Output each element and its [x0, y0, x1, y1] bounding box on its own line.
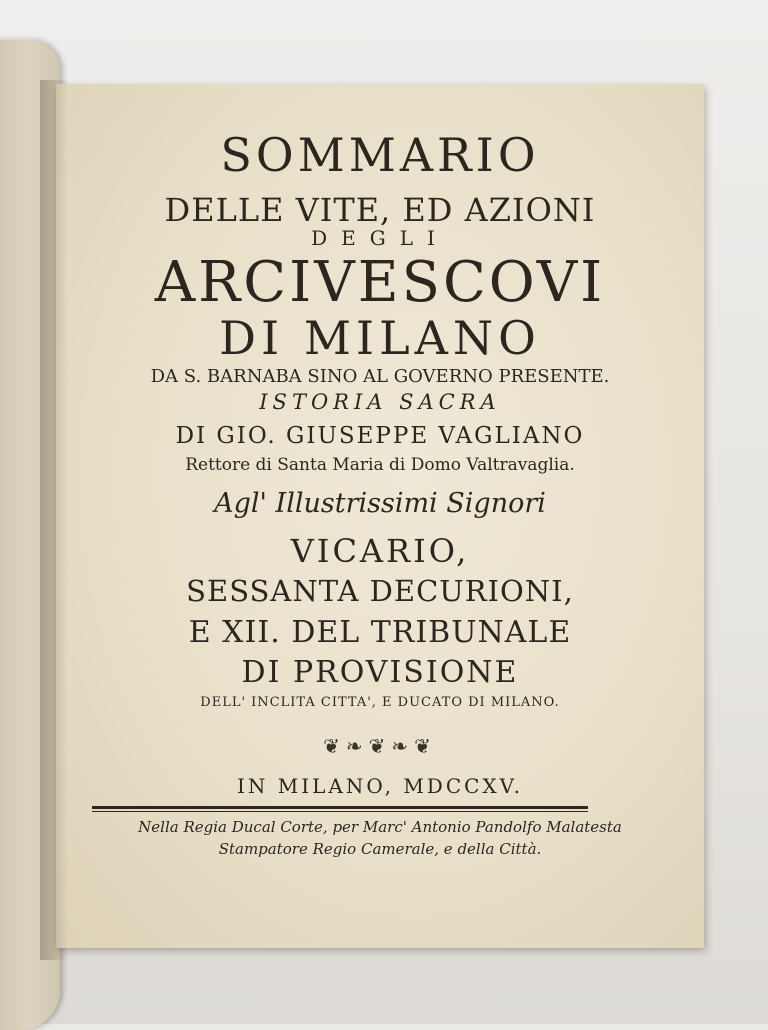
title-page	[56, 84, 704, 948]
ornament-icon: ❦❧❦❧❦	[323, 734, 437, 758]
printer-line-2: Stampatore Regio Camerale, e della Città.	[218, 840, 542, 858]
title-line-arcivescovi: ARCIVESCOVI	[154, 250, 606, 315]
dedicatee-vicario: VICARIO,	[290, 532, 470, 570]
dedication-line: Agl' Illustrissimi Signori	[214, 488, 546, 519]
dedicatee-provisione: DI PROVISIONE	[241, 655, 519, 690]
spine-shadow	[40, 80, 68, 960]
istoria-sacra: ISTORIA SACRA	[259, 390, 501, 414]
dedicatee-tribunale: E XII. DEL TRIBUNALE	[188, 615, 572, 650]
title-line-sommario: SOMMARIO	[220, 128, 540, 182]
imprint-place-date: IN MILANO, MDCCXV.	[237, 774, 523, 798]
subtitle-line: DA S. BARNABA SINO AL GOVERNO PRESENTE.	[150, 366, 610, 387]
title-line-delle-vite: DELLE VITE, ED AZIONI	[164, 191, 596, 229]
title-line-di-milano: DI MILANO	[219, 311, 541, 365]
imprint-rule-thick	[92, 806, 588, 809]
title-line-degli: DEGLI	[311, 226, 449, 250]
author-role-line: Rettore di Santa Maria di Domo Valtravaglia.	[185, 455, 575, 475]
printer-line-1: Nella Regia Ducal Corte, per Marc' Antonio Pandolfo Malatesta	[138, 818, 622, 836]
dedicatee-decurioni: SESSANTA DECURIONI,	[186, 574, 574, 608]
dedicatee-citta: DELL' INCLITA CITTA', E DUCATO DI MILANO.	[200, 695, 560, 710]
author-line: DI GIO. GIUSEPPE VAGLIANO	[175, 423, 585, 449]
imprint-rule-thin	[92, 811, 588, 812]
